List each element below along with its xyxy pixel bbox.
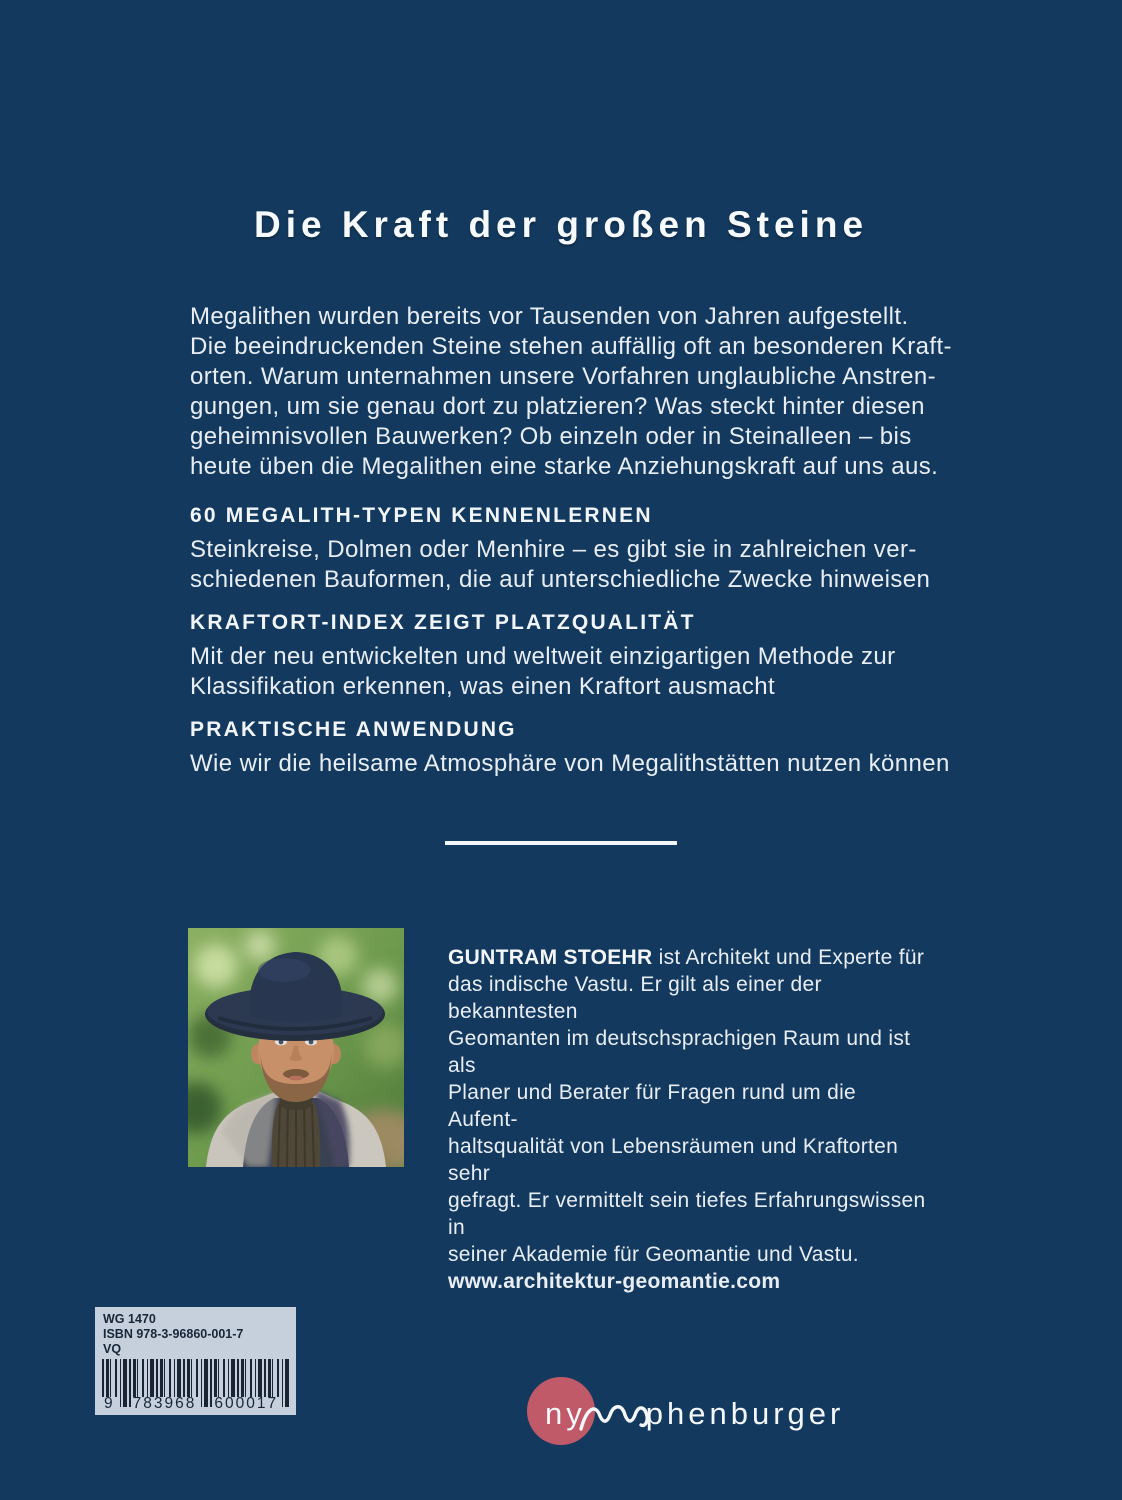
section-heading: KRAFTORT-INDEX ZEIGT PLATZQUALITÄT [190, 611, 696, 634]
bio-line: Planer und Berater für Fragen rund um die Aufent- [448, 1081, 857, 1131]
section-praktische-anwendung [190, 718, 970, 779]
bio-line: gefragt. Er vermittelt sein tiefes Erfahrungswissen in [448, 1189, 926, 1239]
author-bio [448, 944, 928, 1295]
bio-line: GUNTRAM STOEHR ist Architekt und Experte für [448, 946, 925, 969]
intro-paragraph [190, 302, 970, 482]
bio-line: haltsqualität von Lebensräumen und Kraftorten sehr [448, 1135, 899, 1185]
section-body-line: Klassifikation erkennen, was einen Kraftort ausmacht [190, 673, 776, 700]
wg-number: WG 1470 [103, 1312, 156, 1326]
section-body-line: schiedenen Bauformen, die auf unterschiedliche Zwecke hinweisen [190, 566, 931, 593]
intro-line: orten. Warum unternahmen unsere Vorfahren unglaubliche Anstren- [190, 363, 937, 390]
intro-line: Megalithen wurden bereits vor Tausenden von Jahren aufgestellt. [190, 303, 909, 330]
bio-line: seiner Akademie für Geomantie und Vastu. [448, 1243, 859, 1266]
author-portrait-photo [188, 928, 404, 1167]
section-body-line: Steinkreise, Dolmen oder Menhire – es gibt sie in zahlreichen ver- [190, 536, 917, 563]
section-megalith-typen [190, 504, 970, 595]
intro-line: gungen, um sie genau dort zu platzieren? Was steckt hinter diesen [190, 393, 925, 420]
section-body-line: Wie wir die heilsame Atmosphäre von Megalithstätten nutzen können [190, 750, 950, 777]
section-heading: 60 MEGALITH-TYPEN KENNENLERNEN [190, 504, 653, 527]
section-heading: PRAKTISCHE ANWENDUNG [190, 718, 517, 741]
publisher-logo [527, 1377, 927, 1447]
intro-line: geheimnisvollen Bauwerken? Ob einzeln oder in Steinalleen – bis [190, 423, 912, 450]
barcode-digits: 9 783968 600017 [104, 1395, 279, 1412]
author-website: www.architektur-geomantie.com [448, 1270, 781, 1293]
intro-line: heute üben die Megalithen eine starke Anziehungskraft auf uns aus. [190, 453, 939, 480]
page-title: Die Kraft der großen Steine [253, 204, 869, 245]
divider-rule [445, 841, 677, 845]
publisher-name: ny phenburger [545, 1391, 844, 1432]
isbn-barcode-panel [95, 1307, 296, 1415]
section-body-line: Mit der neu entwickelten und weltweit einzigartigen Methode zur [190, 643, 896, 670]
isbn-number: ISBN 978-3-96860-001-7 [103, 1327, 244, 1341]
author-name: GUNTRAM STOEHR [448, 946, 653, 969]
section-kraftort-index [190, 611, 970, 702]
bio-line: Geomanten im deutschsprachigen Raum und ist als [448, 1027, 911, 1077]
vq-code: VQ [103, 1342, 122, 1356]
cursive-m-icon [577, 1391, 653, 1437]
barcode-meta [103, 1312, 243, 1357]
intro-line: Die beeindruckenden Steine stehen auffällig oft an besonderen Kraft- [190, 333, 952, 360]
bio-line: das indische Vastu. Er gilt als einer der bekanntesten [448, 973, 822, 1023]
